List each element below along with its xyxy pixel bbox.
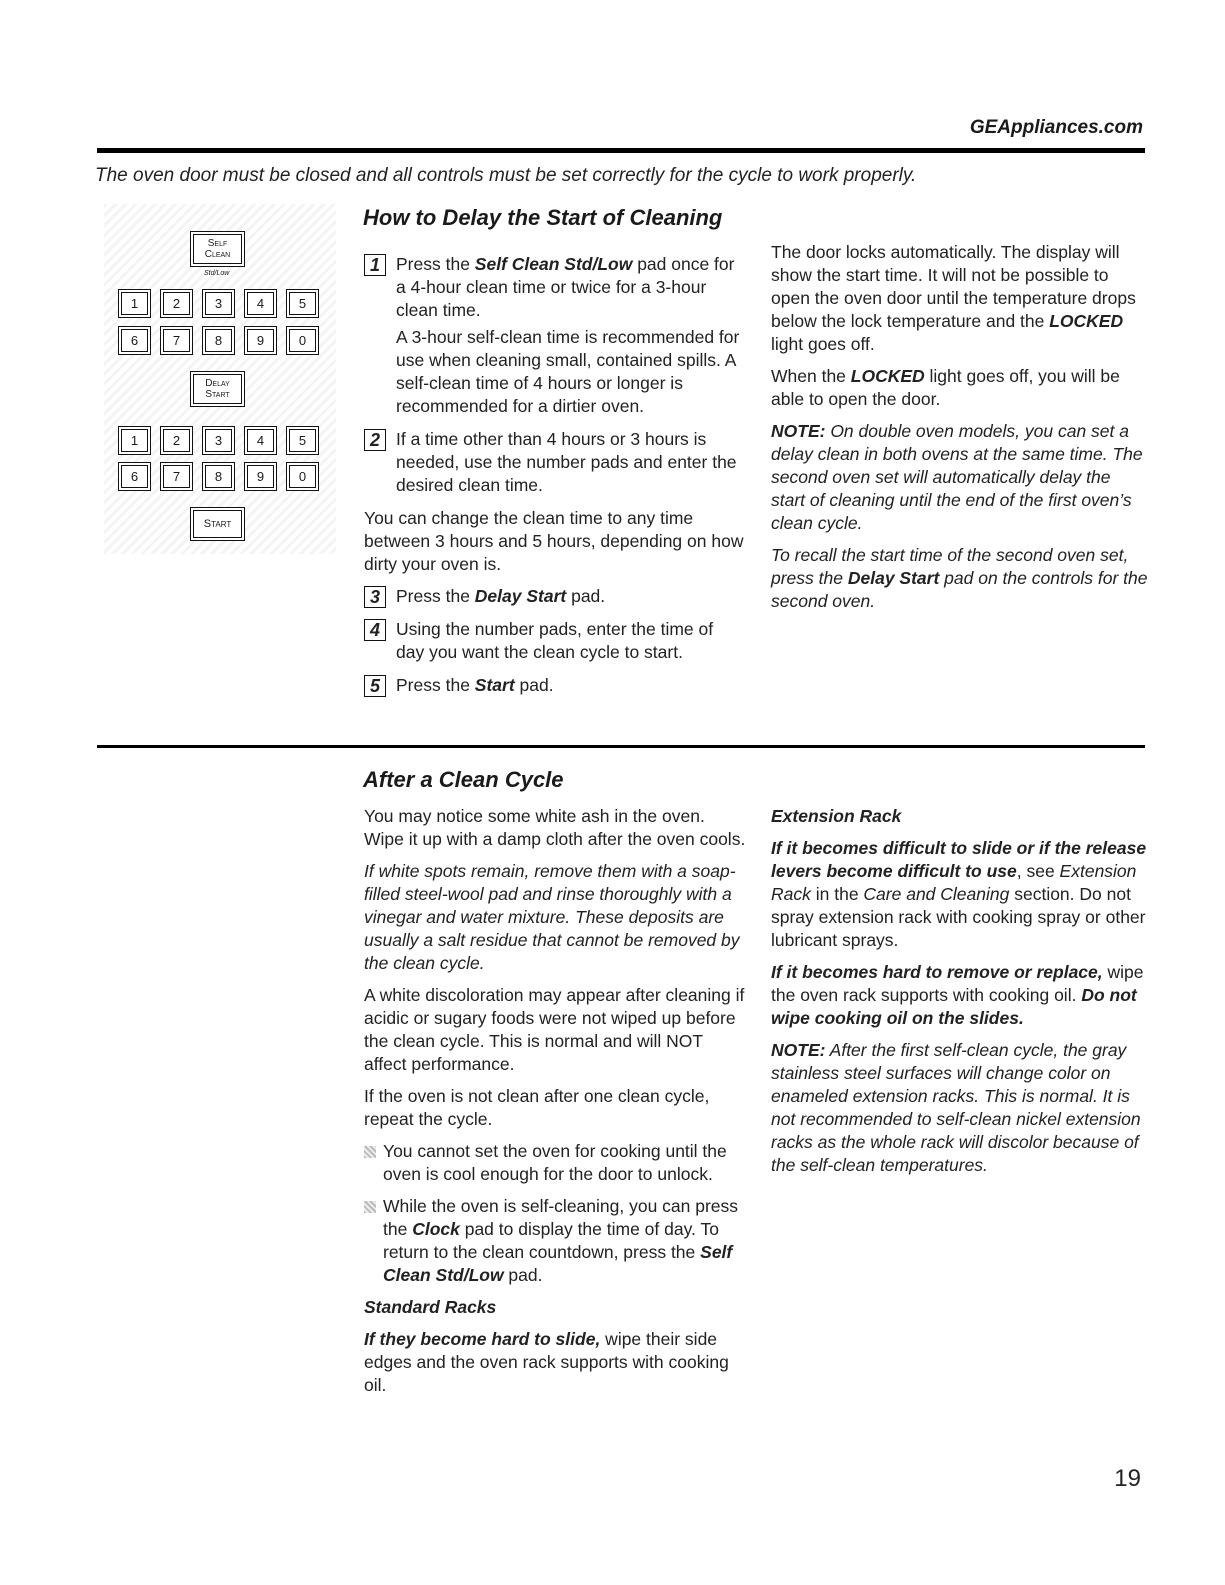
step-2: 2 If a time other than 4 hours or 3 hours is needed, use the number pads and enter the desired clean time. xyxy=(364,428,744,501)
after-left-column xyxy=(364,805,749,1406)
key-7: 7 xyxy=(160,326,193,355)
key-4: 4 xyxy=(244,289,277,318)
key-5: 5 xyxy=(286,426,319,455)
white-ash-text: You may notice some white ash in the oven. Wipe it up with a damp cloth after the oven cools. xyxy=(364,806,746,849)
key-2: 2 xyxy=(160,289,193,318)
recall-text: To recall the start time of the second oven set, press the Delay Start pad on the controls for the second oven. xyxy=(771,545,1148,611)
key-0: 0 xyxy=(286,462,319,491)
change-time-text: You can change the clean time to any time between 3 hours and 5 hours, depending on how dirty your oven is. xyxy=(364,508,744,574)
self-clean-key: Self Clean xyxy=(190,231,245,267)
key-9: 9 xyxy=(244,462,277,491)
step-number-1: 1 xyxy=(364,254,386,276)
discoloration-text: A white discoloration may appear after cleaning if acidic or sugary foods were not wiped up before the clean cycle. This is normal and will NOT affect performance. xyxy=(364,985,745,1074)
key-8: 8 xyxy=(202,326,235,355)
delay-right-column xyxy=(771,241,1149,622)
bullet-item: You cannot set the oven for cooking until the oven is cool enough for the door to unlock. xyxy=(364,1140,749,1186)
bullet-icon xyxy=(364,1146,376,1158)
key-0: 0 xyxy=(286,326,319,355)
door-locks-text: The door locks automatically. The display will show the start time. It will not be possible to open the oven door until the temperature drops below the lock temperature and the LOCKED light goes off. xyxy=(771,242,1136,354)
white-spots-text: If white spots remain, remove them with a soap-filled steel-wool pad and rinse thoroughly with a vinegar and water mixture. These deposits are usually a salt residue that cannot be removed by the clean cycle. xyxy=(364,861,740,973)
key-6: 6 xyxy=(118,462,151,491)
key-3: 3 xyxy=(202,426,235,455)
page-number: 19 xyxy=(1114,1465,1141,1492)
after-heading: After a Clean Cycle xyxy=(363,767,564,792)
after-right-column xyxy=(771,805,1149,1186)
key-9: 9 xyxy=(244,326,277,355)
extension-rack-text: If it becomes difficult to slide or if the release levers become difficult to use, see Extension Rack in the Care and Cleaning section. Do not spray extension rack with cooking spray or other lubricant sprays. xyxy=(771,838,1147,950)
key-8: 8 xyxy=(202,462,235,491)
rack-supports-text: If it becomes hard to remove or replace, wipe the oven rack supports with cooking oil. Do not wipe cooking oil on the slides. xyxy=(771,962,1144,1028)
locked-light-text: When the LOCKED light goes off, you will be able to open the door. xyxy=(771,366,1120,409)
step-1: 1 Press the Self Clean Std/Low pad once for a 4-hour clean time or twice for a 3-hour clean time. A 3-hour self-clean time is recommended for use when cleaning small, contained spills. A self-clean time of 4 hours or longer is recommended for a dirtier oven. xyxy=(364,253,744,422)
delay-start-key: Delay Start xyxy=(190,371,245,407)
step-number-4: 4 xyxy=(364,619,386,641)
key-3: 3 xyxy=(202,289,235,318)
standard-racks-title: Standard Racks xyxy=(364,1297,497,1317)
start-key: Start xyxy=(190,507,245,541)
key-2: 2 xyxy=(160,426,193,455)
intro-text: The oven door must be closed and all controls must be set correctly for the cycle to work properly. xyxy=(95,165,917,186)
key-1: 1 xyxy=(118,426,151,455)
step-4: 4 Using the number pads, enter the time of day you want the clean cycle to start. xyxy=(364,618,744,668)
step-number-2: 2 xyxy=(364,429,386,451)
step-3: 3 Press the Delay Start pad. xyxy=(364,585,744,612)
extension-rack-title: Extension Rack xyxy=(771,806,902,826)
bullet-icon xyxy=(364,1201,376,1213)
standard-racks-text: If they become hard to slide, wipe their side edges and the oven rack supports with cooking oil. xyxy=(364,1329,729,1395)
self-clean-sub-label: Std/Low xyxy=(204,270,230,277)
key-5: 5 xyxy=(286,289,319,318)
step-1-detail: A 3-hour self-clean time is recommended for use when cleaning small, contained spills. A self-clean time of 4 hours or longer is recommended for a dirtier oven. xyxy=(396,327,740,416)
step-5: 5 Press the Start pad. xyxy=(364,674,744,701)
double-oven-note: NOTE: On double oven models, you can set a delay clean in both ovens at the same time. The second oven set will automatically delay the start of cleaning until the end of the first oven’s clean cycle. xyxy=(771,421,1143,533)
repeat-cycle-text: If the oven is not clean after one clean cycle, repeat the cycle. xyxy=(364,1086,710,1129)
extension-rack-note: NOTE: After the first self-clean cycle, the gray stainless steel surfaces will change color on enameled extension racks. This is normal. It is not recommended to self-clean nickel extension racks as the whole rack will discolor because of the self-clean temperatures. xyxy=(771,1040,1141,1175)
step-number-3: 3 xyxy=(364,586,386,608)
step-number-5: 5 xyxy=(364,675,386,697)
site-url: GEAppliances.com xyxy=(969,117,1143,138)
delay-heading: How to Delay the Start of Cleaning xyxy=(363,205,723,230)
key-7: 7 xyxy=(160,462,193,491)
key-6: 6 xyxy=(118,326,151,355)
section-rule xyxy=(97,745,1145,748)
delay-steps-column xyxy=(364,253,744,707)
control-panel-illustration xyxy=(104,204,336,554)
bullet-item: While the oven is self-cleaning, you can press the Clock pad to display the time of day. To return to the clean countdown, press the Self Clean Std/Low pad. xyxy=(364,1195,749,1287)
key-1: 1 xyxy=(118,289,151,318)
header-rule xyxy=(97,148,1145,153)
key-4: 4 xyxy=(244,426,277,455)
